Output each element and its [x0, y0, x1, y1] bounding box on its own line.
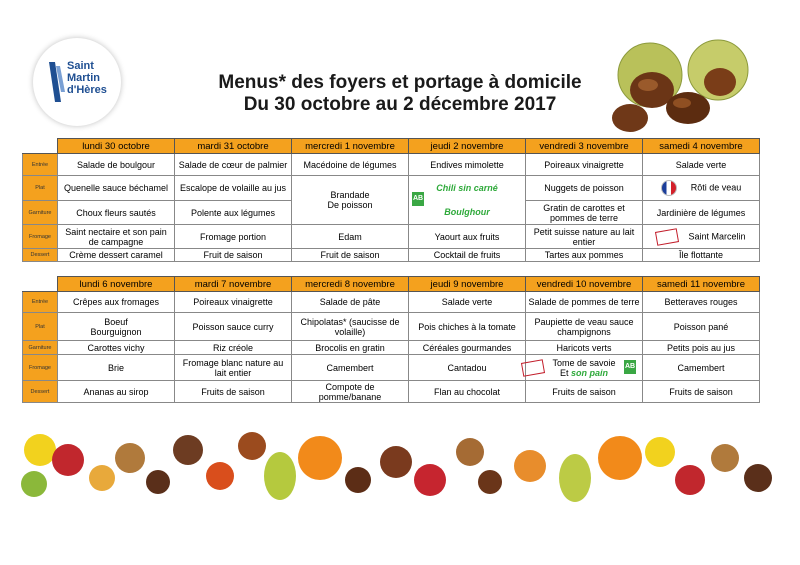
menu-cell: Poisson pané — [643, 313, 760, 341]
menu-cell: Île flottante — [643, 249, 760, 262]
menu-cell: Jardinière de légumes — [643, 201, 760, 225]
menu-cell: Salade verte — [643, 154, 760, 176]
menu-cell: Petit suisse nature au lait entier — [526, 225, 643, 249]
menu-cell: Fromage portion — [175, 225, 292, 249]
menu-cell: Fromage blanc nature au lait entier — [175, 355, 292, 381]
menu-cell: Fruits de saison — [643, 381, 760, 403]
menu-cell: Compote de pomme/banane — [292, 381, 409, 403]
menu-cell: Fruit de saison — [292, 249, 409, 262]
label-stamp-icon — [655, 228, 679, 246]
logo-line-1: Saint — [67, 60, 94, 72]
menu-cell — [643, 225, 760, 249]
menu-cell: Crème dessert caramel — [58, 249, 175, 262]
menu-cell: Haricots verts — [526, 341, 643, 355]
day-header: vendredi 10 novembre — [526, 277, 643, 292]
menu-cell: Endives mimolette — [409, 154, 526, 176]
menu-cell: Camembert — [643, 355, 760, 381]
menu-cell: Paupiette de veau sauce champignons — [526, 313, 643, 341]
corner-cell — [23, 277, 58, 292]
bio-side: Boulghour — [444, 207, 490, 217]
menu-cell: Brandade De poisson — [292, 176, 409, 225]
menu-cell: Cocktail de fruits — [409, 249, 526, 262]
menu-cell: Macédoine de légumes — [292, 154, 409, 176]
day-header: samedi 11 novembre — [643, 277, 760, 292]
menu-cell: Chipolatas* (saucisse de volaille) — [292, 313, 409, 341]
menu-cell — [643, 176, 760, 201]
logo-text — [67, 60, 107, 96]
menu-cell: Flan au chocolat — [409, 381, 526, 403]
day-header: vendredi 3 novembre — [526, 139, 643, 154]
row-label-plat: Plat — [23, 176, 58, 201]
logo-line-3: d'Hères — [67, 84, 107, 96]
row-label-plat: Plat — [23, 313, 58, 341]
menu-table-week2 — [22, 276, 760, 403]
menu-cell: Salade de cœur de palmier — [175, 154, 292, 176]
menu-cell: Betteraves rouges — [643, 292, 760, 313]
menu-cell: Tartes aux pommes — [526, 249, 643, 262]
day-header: mardi 7 novembre — [175, 277, 292, 292]
logo-line-2: Martin — [67, 72, 100, 84]
menu-cell: Salade de pâte — [292, 292, 409, 313]
menu-cell: Riz créole — [175, 341, 292, 355]
menu-cell: Poisson sauce curry — [175, 313, 292, 341]
fruits-banner-image — [20, 418, 780, 508]
day-header: mercredi 1 novembre — [292, 139, 409, 154]
menu-table-week1 — [22, 138, 760, 262]
menu-cell: Crêpes aux fromages — [58, 292, 175, 313]
day-header: jeudi 2 novembre — [409, 139, 526, 154]
menu-cell: Escalope de volaille au jus — [175, 176, 292, 201]
menu-cell: Boeuf Bourguignon — [58, 313, 175, 341]
menu-cell: Salade verte — [409, 292, 526, 313]
menu-cell: Nuggets de poisson — [526, 176, 643, 201]
bio-dish: Chili sin carné — [436, 183, 498, 193]
menu-cell-bio — [526, 355, 643, 381]
france-flag-icon — [661, 180, 677, 196]
row-label-fromage: Fromage — [23, 225, 58, 249]
row-label-dessert: Dessert — [23, 381, 58, 403]
menu-cell: Fruits de saison — [175, 381, 292, 403]
menu-cell: Céréales gourmandes — [409, 341, 526, 355]
row-label-entree: Entrée — [23, 154, 58, 176]
menu-cell: Salade de boulgour — [58, 154, 175, 176]
menu-cell: Camembert — [292, 355, 409, 381]
menu-cell-text: Saint Marcelin — [688, 230, 746, 241]
logo-mark-icon — [49, 62, 65, 102]
menu-cell: Fruit de saison — [175, 249, 292, 262]
bio-bread: son pain — [571, 367, 609, 378]
row-label-fromage: Fromage — [23, 355, 58, 381]
corner-cell — [23, 139, 58, 154]
menu-cell: Choux fleurs sautés — [58, 201, 175, 225]
menu-cell: Brocolis en gratin — [292, 341, 409, 355]
day-header: lundi 6 novembre — [58, 277, 175, 292]
page-title — [180, 72, 620, 116]
day-header: mercredi 8 novembre — [292, 277, 409, 292]
menu-cell: Cantadou — [409, 355, 526, 381]
title-line-2: Du 30 octobre au 2 décembre 2017 — [243, 94, 557, 115]
day-header: samedi 4 novembre — [643, 139, 760, 154]
menu-cell: Edam — [292, 225, 409, 249]
menu-cell: Pois chiches à la tomate — [409, 313, 526, 341]
bio-badge-icon: AB — [412, 192, 424, 206]
day-header: mardi 31 octobre — [175, 139, 292, 154]
chestnuts-image — [590, 30, 770, 140]
menu-cell: Ananas au sirop — [58, 381, 175, 403]
menu-cell: Brie — [58, 355, 175, 381]
menu-cell: Carottes vichy — [58, 341, 175, 355]
menu-cell: Petits pois au jus — [643, 341, 760, 355]
menu-cell-text: Tome de savoie — [552, 357, 616, 368]
menu-cell-extra-prefix: Et — [559, 367, 571, 378]
saint-martin-logo — [33, 38, 121, 126]
menu-cell: Fruits de saison — [526, 381, 643, 403]
menu-cell: Salade de pommes de terre — [526, 292, 643, 313]
menu-cell: Gratin de carottes et pommes de terre — [526, 201, 643, 225]
row-label-garniture: Garniture — [23, 341, 58, 355]
bio-badge-icon: AB — [624, 360, 636, 374]
title-line-1: Menus* des foyers et portage à domicile — [218, 72, 582, 93]
menu-cell: Yaourt aux fruits — [409, 225, 526, 249]
menu-cell: Saint nectaire et son pain de campagne — [58, 225, 175, 249]
menu-cell: Poireaux vinaigrette — [526, 154, 643, 176]
row-label-dessert: Dessert — [23, 249, 58, 262]
row-label-entree: Entrée — [23, 292, 58, 313]
menu-cell-text: Rôti de veau — [690, 182, 742, 193]
row-label-garniture: Garniture — [23, 201, 58, 225]
menu-cell-bio — [409, 176, 526, 225]
day-header: jeudi 9 novembre — [409, 277, 526, 292]
menu-cell: Quenelle sauce béchamel — [58, 176, 175, 201]
menu-cell: Poireaux vinaigrette — [175, 292, 292, 313]
day-header: lundi 30 octobre — [58, 139, 175, 154]
menu-cell: Polente aux légumes — [175, 201, 292, 225]
